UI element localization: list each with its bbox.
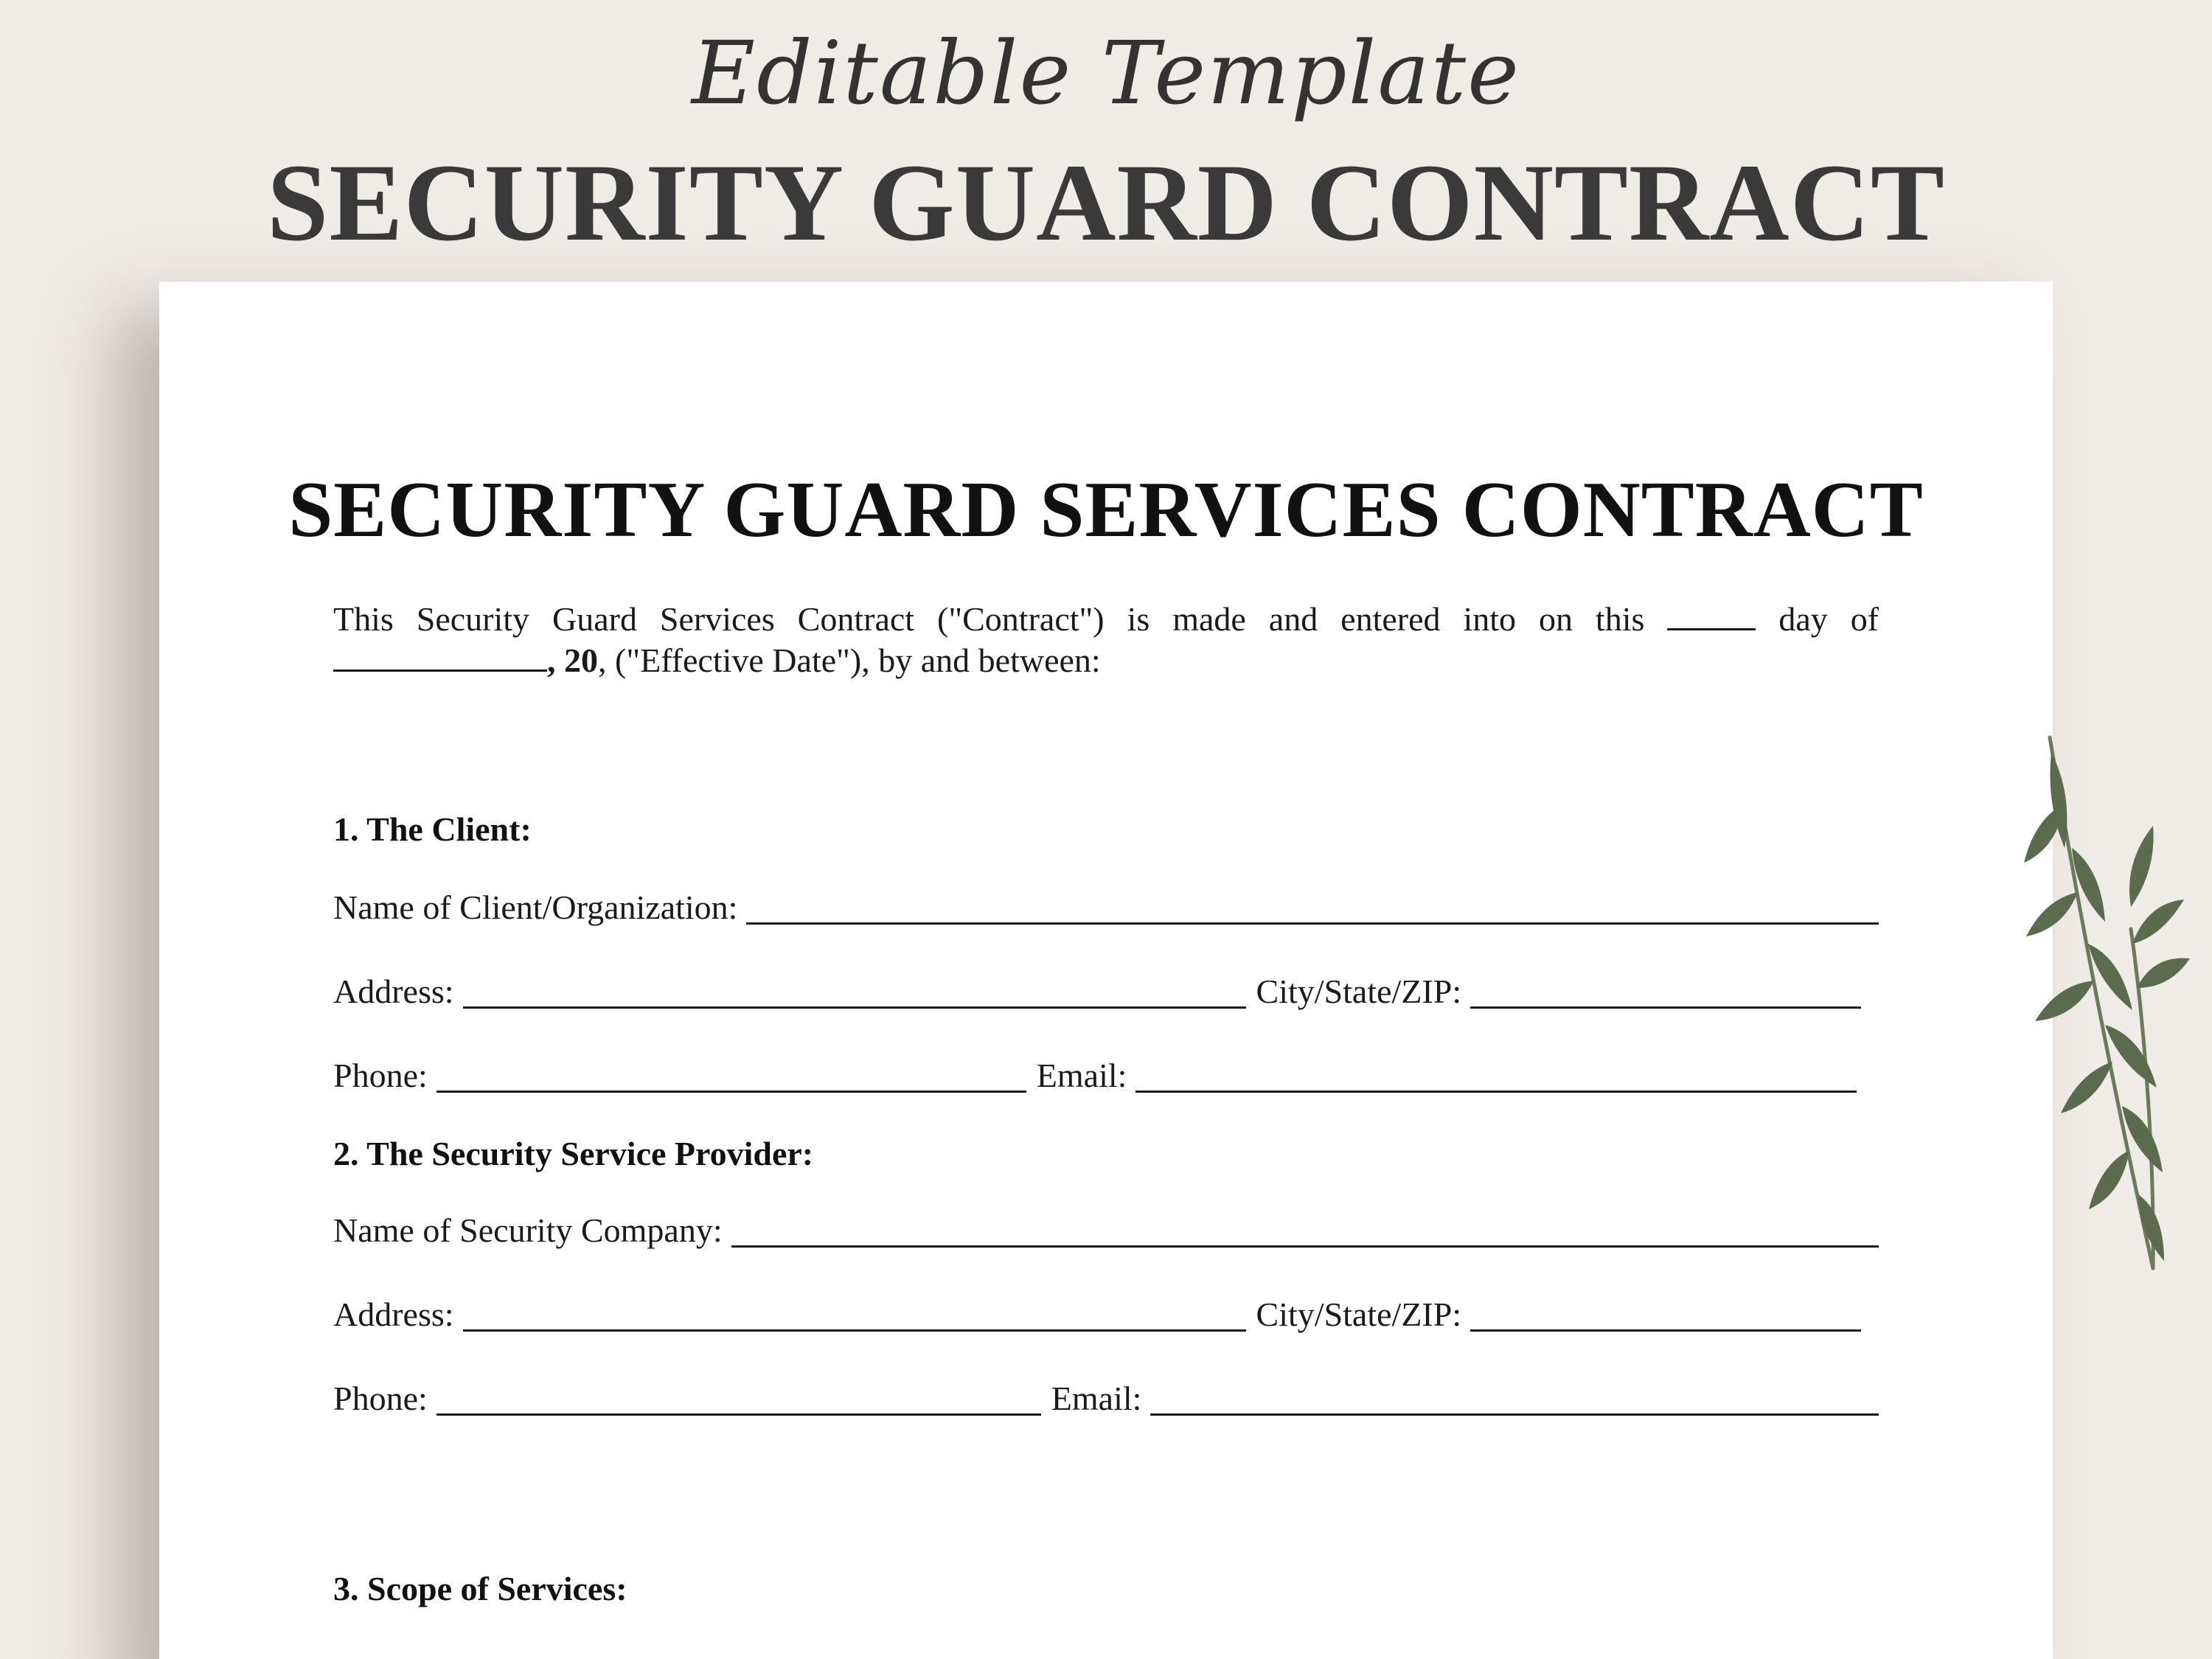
- intro-text-2: day of: [1778, 600, 1879, 638]
- client-city-field[interactable]: [1470, 977, 1861, 1009]
- provider-phone-row: [333, 1382, 1879, 1416]
- provider-address-row: [333, 1295, 1879, 1333]
- scope-heading: 3. Scope of Services:: [333, 1570, 627, 1607]
- client-email-field[interactable]: [1135, 1061, 1857, 1093]
- year-text: , 20: [547, 641, 598, 679]
- provider-address-label: Address:: [333, 1295, 454, 1333]
- client-city-label: City/State/ZIP:: [1256, 973, 1462, 1010]
- provider-phone-label: Phone:: [333, 1380, 428, 1417]
- client-phone-label: Phone:: [333, 1057, 428, 1094]
- provider-name-field[interactable]: [731, 1216, 1879, 1248]
- intro-paragraph: [333, 599, 1879, 681]
- intro-text-3: , ("Effective Date"), by and between:: [598, 641, 1101, 679]
- provider-email-field[interactable]: [1150, 1384, 1879, 1416]
- rosemary-sprig-icon: [2020, 723, 2197, 1283]
- document-title: SECURITY GUARD SERVICES CONTRACT: [288, 466, 1924, 554]
- provider-name-label: Name of Security Company:: [333, 1211, 723, 1249]
- document-page: [159, 282, 2053, 1659]
- client-name-row: [333, 888, 1879, 926]
- day-blank[interactable]: [1667, 602, 1756, 630]
- provider-name-row: [333, 1211, 1879, 1249]
- provider-phone-field[interactable]: [437, 1384, 1041, 1416]
- client-address-label: Address:: [333, 973, 454, 1010]
- client-phone-row: [333, 1059, 1879, 1093]
- client-address-field[interactable]: [463, 977, 1246, 1009]
- banner-title: SECURITY GUARD CONTRACT: [266, 142, 1945, 264]
- client-heading: 1. The Client:: [333, 810, 532, 848]
- provider-city-label: City/State/ZIP:: [1256, 1295, 1462, 1333]
- provider-heading: 2. The Security Service Provider:: [333, 1135, 814, 1172]
- provider-city-field[interactable]: [1470, 1300, 1861, 1332]
- banner-script-subtitle: Editable Template: [692, 22, 1520, 124]
- client-address-row: [333, 975, 1879, 1009]
- provider-address-field[interactable]: [463, 1300, 1246, 1332]
- intro-text-1: This Security Guard Services Contract ("Contract") is made and entered into on this: [333, 600, 1645, 638]
- client-phone-field[interactable]: [437, 1061, 1026, 1093]
- client-name-field[interactable]: [746, 893, 1879, 925]
- provider-email-label: Email:: [1051, 1380, 1142, 1417]
- client-name-label: Name of Client/Organization:: [333, 888, 738, 926]
- client-email-label: Email:: [1036, 1057, 1127, 1094]
- month-blank[interactable]: [333, 643, 547, 672]
